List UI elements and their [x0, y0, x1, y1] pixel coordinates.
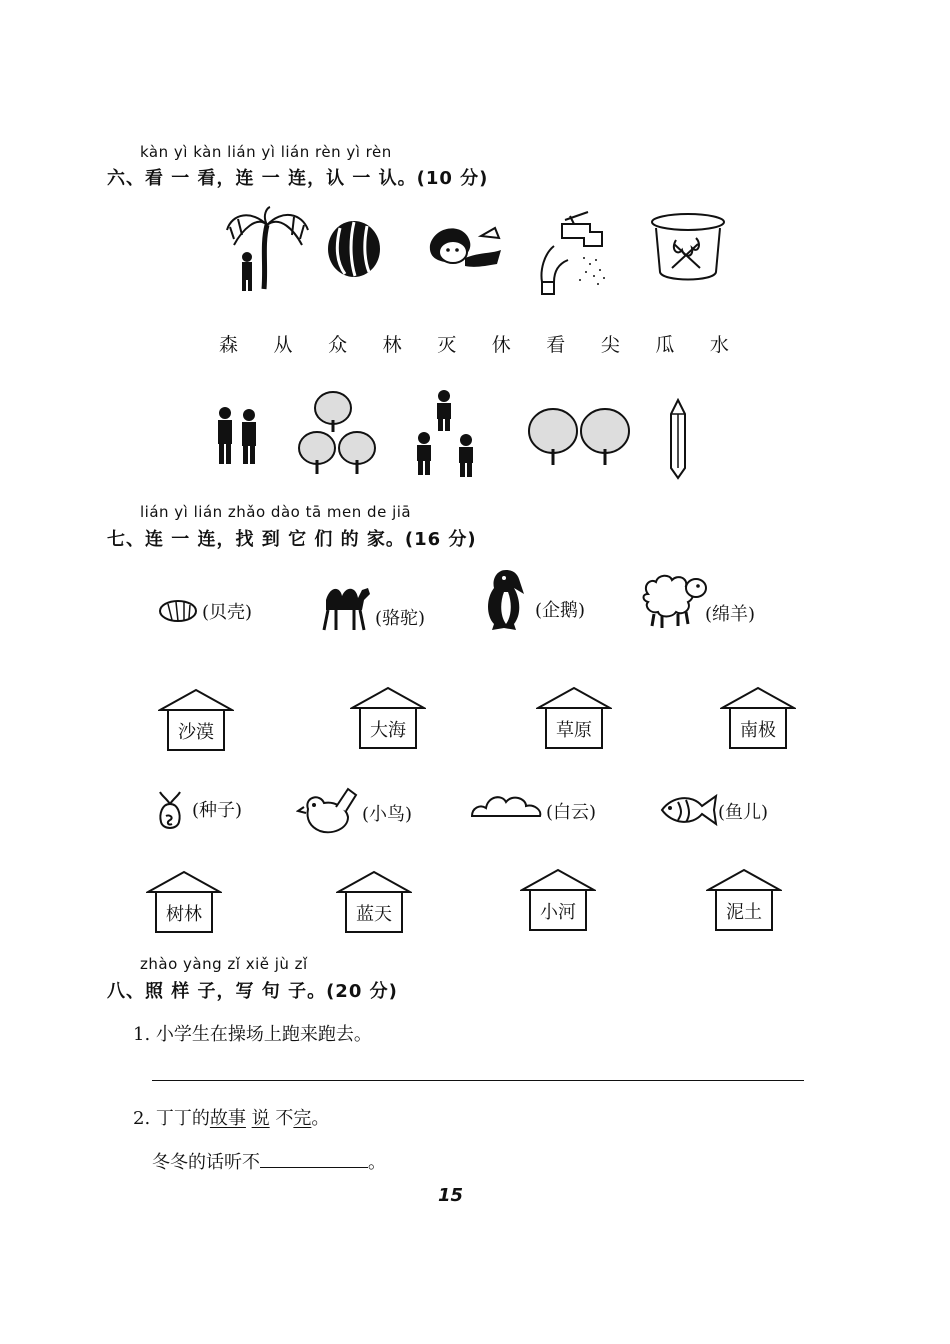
house-label: 蓝天 — [356, 904, 392, 925]
sheep-label: (绵羊) — [705, 604, 756, 625]
house-label: 沙漠 — [178, 722, 214, 743]
shell-icon — [158, 598, 198, 624]
bird-icon — [296, 785, 362, 837]
section6-pinyin: kàn yì kàn lián yì lián rèn yì rèn — [140, 143, 392, 161]
house-forest[interactable] — [146, 870, 222, 930]
char-1[interactable]: 森 — [219, 334, 239, 356]
house-label: 小河 — [540, 902, 576, 923]
answer-line-1[interactable] — [152, 1080, 804, 1081]
q2-underlined-2: 说 — [251, 1108, 270, 1129]
house-label: 泥土 — [726, 902, 762, 923]
fill-prefix: 冬冬的话听不 — [152, 1152, 260, 1173]
section8-heading: 八、照 样 子，写 句 子。(20 分) — [107, 981, 398, 1002]
cloud-label: (白云) — [546, 802, 597, 823]
house-grassland[interactable] — [536, 686, 612, 746]
pencil-picture — [668, 398, 688, 480]
girl-lying-picture — [425, 220, 505, 278]
fish-icon — [658, 790, 720, 830]
penguin-icon — [484, 568, 534, 632]
section7-heading: 七、连 一 连，找 到 它 们 的 家。(16 分) — [107, 529, 477, 550]
three-trees-picture — [295, 388, 380, 478]
q2-underlined-1: 故事 — [209, 1108, 246, 1129]
house-blue-sky[interactable] — [336, 870, 412, 930]
fill-blank[interactable] — [260, 1153, 368, 1168]
char-8[interactable]: 尖 — [600, 334, 620, 356]
house-river[interactable] — [520, 868, 596, 928]
section7-pinyin: lián yì lián zhǎo dào tā men de jiā — [140, 503, 412, 521]
section6-chars-row — [219, 330, 729, 357]
sheep-icon — [640, 572, 708, 630]
section6-heading: 六、看 一 看，连 一 连，认 一 认。(10 分) — [107, 168, 489, 189]
char-5[interactable]: 灭 — [437, 334, 457, 356]
house-sea[interactable] — [350, 686, 426, 746]
faucet-picture — [540, 210, 612, 296]
shell-label: (贝壳) — [202, 602, 253, 623]
page-number: 15 — [438, 1185, 464, 1206]
section8-pinyin: zhào yàng zǐ xiě jù zǐ — [140, 955, 308, 973]
house-desert[interactable] — [158, 688, 234, 748]
house-label: 大海 — [370, 720, 406, 741]
seed-label: (种子) — [192, 800, 243, 821]
char-7[interactable]: 看 — [546, 334, 566, 356]
camel-label: (骆驼) — [375, 608, 426, 629]
question-2-fill — [152, 1148, 386, 1174]
house-south-pole[interactable] — [720, 686, 796, 746]
house-label: 南极 — [740, 720, 776, 741]
q2-mid: 不 — [275, 1108, 294, 1129]
penguin-label: (企鹅) — [535, 600, 586, 621]
q2-end: 。 — [311, 1108, 330, 1129]
char-10[interactable]: 水 — [709, 334, 729, 356]
question-1: 1. 小学生在操场上跑来跑去。 — [133, 1024, 372, 1045]
cloud-icon — [470, 790, 544, 820]
pot-fire-picture — [648, 210, 728, 290]
char-2[interactable]: 从 — [273, 334, 293, 356]
fill-end: 。 — [368, 1152, 386, 1173]
question-2 — [133, 1104, 329, 1130]
bird-label: (小鸟) — [362, 804, 413, 825]
house-label: 草原 — [556, 720, 592, 741]
char-3[interactable]: 众 — [328, 334, 348, 356]
watermelon-picture — [325, 218, 383, 280]
palm-tree-person-picture — [222, 205, 312, 293]
two-people-picture — [213, 405, 263, 467]
fish-label: (鱼儿) — [718, 802, 769, 823]
q2-prefix: 2. 丁丁的 — [133, 1108, 210, 1129]
char-6[interactable]: 休 — [491, 334, 511, 356]
seed-icon — [156, 790, 184, 832]
house-soil[interactable] — [706, 868, 782, 928]
two-trees-picture — [525, 405, 635, 469]
camel-icon — [318, 580, 374, 632]
house-label: 树林 — [166, 904, 202, 925]
three-people-picture — [408, 388, 483, 480]
char-4[interactable]: 林 — [382, 334, 402, 356]
char-9[interactable]: 瓜 — [655, 334, 675, 356]
q2-underlined-3: 完 — [293, 1108, 312, 1129]
